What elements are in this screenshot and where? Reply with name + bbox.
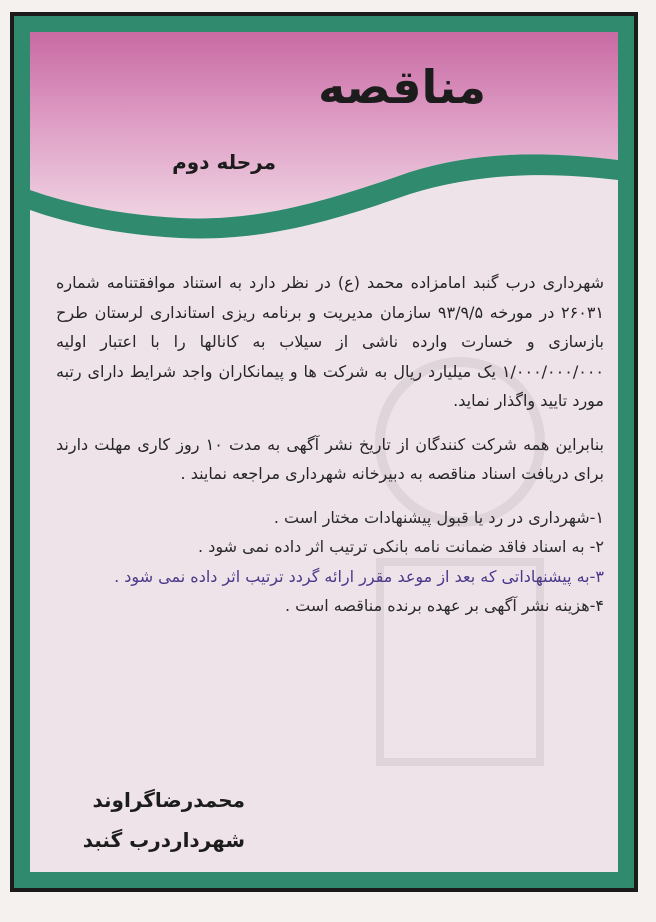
condition-item: ۲- به اسناد فاقد ضمانت نامه بانکی ترتیب اثر داده نمی شود . xyxy=(198,537,604,556)
signer-name: محمدرضاگراوند xyxy=(92,788,245,812)
condition-item: ۱-شهرداری در رد یا قبول پیشنهادات مختار است . xyxy=(273,507,604,527)
condition-item: ۴-هزینه نشر آگهی بر عهده برنده مناقصه است . xyxy=(284,596,604,615)
signer-role: شهرداردرب گنبد xyxy=(82,828,245,852)
intro-paragraph: شهرداری درب گنبد امامزاده محمد (ع) در نظر دارد به استناد موافقتنامه شماره ۲۶۰۳۱ در مورخه ۹۳/۹/۵ سازمان مدیریت و برنامه ریزی استانداری لرستان طرح بازسازی و خسارت وارده ناشی از سیلاب به کانالها را با اعتبار اولیه ۱/۰۰۰/۰۰۰/۰۰۰ یک میلیارد ریال به شرکت ها و پیمانکاران واجد شرایط دارای رتبه مورد تایید واگذار نماید. xyxy=(56,273,605,410)
notice-body xyxy=(56,268,604,621)
notice-subtitle: مرحله دوم xyxy=(172,150,276,174)
notice-title: مناقصه xyxy=(318,60,486,114)
deadline-paragraph: بنابراین همه شرکت کنندگان از تاریخ نشر آگهی به مدت ۱۰ روز کاری مهلت دارند برای دریافت اسناد مناقصه به دبیرخانه شهرداری مراجعه نمایند . xyxy=(56,434,605,483)
condition-item: ۳-به پیشنهاداتی که بعد از موعد مقرر ارائه گردد ترتیب اثر داده نمی شود . xyxy=(114,566,604,586)
